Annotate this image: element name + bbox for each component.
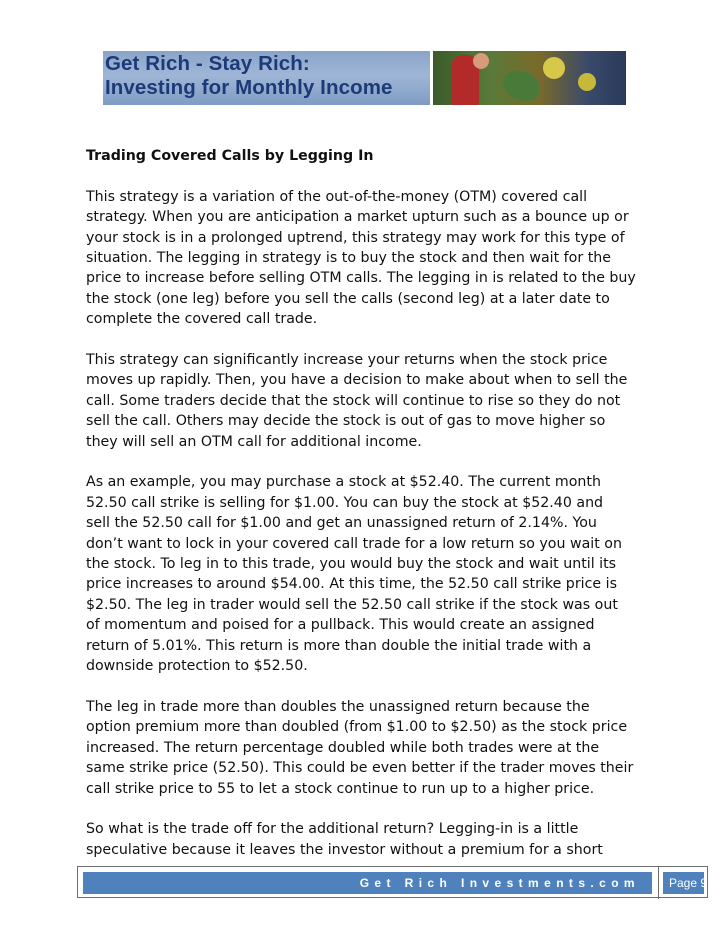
text-line: don’t want to lock in your covered call trade for a low return so you wait on	[86, 535, 622, 552]
text-line: The leg in trade more than doubles the unassigned return because the	[86, 698, 590, 715]
text-line: price to increase before selling OTM calls. The legging in is related to the buy	[86, 270, 636, 287]
banner-photo-head	[473, 53, 489, 69]
banner-photo-flower	[578, 73, 596, 91]
footer-site-bar	[83, 872, 652, 894]
article-body	[86, 146, 656, 881]
text-line: speculative because it leaves the investor without a premium for a short	[86, 841, 603, 858]
text-line: call strike price to 55 to let a stock continue to run up to a higher price.	[86, 780, 595, 797]
text-line: strategy. When you are anticipation a market upturn such as a bounce up or	[86, 209, 629, 226]
footer-page-box	[658, 867, 709, 899]
text-line: they will sell an OTM call for additional income.	[86, 433, 422, 450]
banner-photo-leaf	[503, 71, 539, 101]
banner-photo-figure	[451, 55, 479, 105]
banner-photo	[433, 51, 626, 105]
page-footer	[77, 866, 708, 898]
paragraph	[86, 819, 656, 860]
text-line: downside protection to $52.50.	[86, 658, 308, 675]
paragraph	[86, 472, 656, 676]
text-line: complete the covered call trade.	[86, 311, 318, 328]
text-line: So what is the trade off for the additional return? Legging-in is a little	[86, 821, 579, 838]
text-line: price increases to around $54.00. At this time, the 52.50 call strike price is	[86, 576, 617, 593]
text-line: same strike price (52.50). This could be even better if the trader moves their	[86, 760, 634, 777]
text-line: As an example, you may purchase a stock at $52.40. The current month	[86, 474, 601, 491]
paragraph	[86, 350, 656, 452]
text-line: return of 5.01%. This return is more than double the initial trade with a	[86, 637, 592, 654]
text-line: call. Some traders decide that the stock will continue to rise so they do not	[86, 392, 621, 409]
text-line: moves up rapidly. Then, you have a decision to make about when to sell the	[86, 372, 628, 389]
text-line: the stock. To leg in to this trade, you would buy the stock and wait until its	[86, 556, 617, 573]
banner-title-line-1: Get Rich - Stay Rich:	[105, 52, 310, 75]
text-line: of momentum and poised for a pullback. This would create an assigned	[86, 617, 595, 634]
text-line: situation. The legging in strategy is to buy the stock and then wait for the	[86, 250, 611, 267]
text-line: sell the call. Others may decide the stock is out of gas to move higher so	[86, 413, 606, 430]
text-line: 52.50 call strike is selling for $1.00. You can buy the stock at $52.40 and	[86, 494, 604, 511]
banner-title-block	[103, 51, 430, 105]
text-line: option premium more than doubled (from $1.00 to $2.50) as the stock price	[86, 719, 628, 736]
text-line: your stock is in a prolonged uptrend, this strategy may work for this type of	[86, 229, 625, 246]
page-number: Page 9	[663, 872, 704, 894]
article-title: Trading Covered Calls by Legging In	[86, 148, 374, 164]
text-line: This strategy is a variation of the out-of-the-money (OTM) covered call	[86, 188, 588, 205]
footer-site-name: Get Rich Investments.com	[359, 876, 640, 890]
text-line: sell the 52.50 call for $1.00 and get an unassigned return of 2.14%. You	[86, 515, 597, 532]
banner-photo-flower	[543, 57, 565, 79]
text-line: $2.50. The leg in trader would sell the 52.50 call strike if the stock was out	[86, 596, 618, 613]
header-banner	[103, 51, 626, 105]
text-line: the stock (one leg) before you sell the calls (second leg) at a later date to	[86, 290, 610, 307]
banner-title-line-2: Investing for Monthly Income	[105, 76, 393, 99]
paragraph	[86, 697, 656, 799]
text-line: increased. The return percentage doubled while both trades were at the	[86, 739, 600, 756]
text-line: This strategy can significantly increase your returns when the stock price	[86, 352, 608, 369]
paragraph	[86, 187, 656, 330]
